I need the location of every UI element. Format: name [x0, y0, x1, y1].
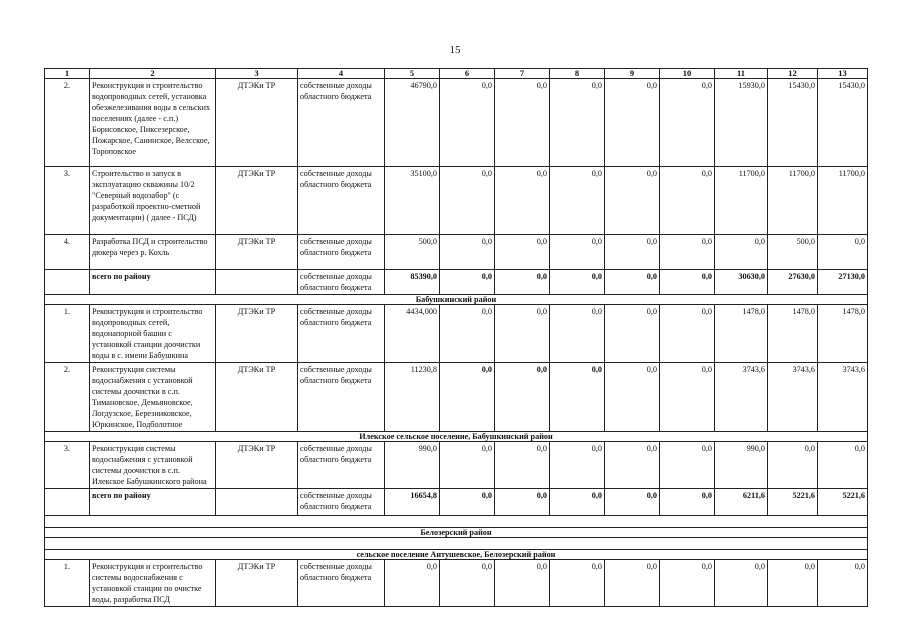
value-cell: 0,0	[605, 363, 660, 432]
measure-name: Строительство и запуск в эксплуатацию скважины 10/2 "Северный водозабор" (с разработкой проектно-сметной документации) ( далее - ПСД)	[90, 167, 216, 235]
value-cell: 500,0	[385, 235, 440, 270]
table-row	[45, 560, 868, 607]
funding-source: собственные доходы областного бюджета	[298, 79, 385, 167]
value-cell: 0,0	[550, 305, 605, 363]
value-cell: 11700,0	[715, 167, 768, 235]
row-number: 2.	[45, 79, 90, 167]
measure-name: Реконструкция системы водоснабжения с установкой системы доочистки в с.п. Тимановское, Демьяновское, Логдузское, Березниковское, Юркинское, Подболотное	[90, 363, 216, 432]
value-cell: 500,0	[768, 235, 818, 270]
value-cell: 11700,0	[768, 167, 818, 235]
value-cell: 0,0	[495, 79, 550, 167]
header-cell: 12	[768, 69, 818, 79]
value-cell: 0,0	[660, 270, 715, 295]
total-label: всего по району	[90, 489, 216, 516]
row-number	[45, 270, 90, 295]
value-cell: 0,0	[440, 235, 495, 270]
value-cell: 0,0	[605, 79, 660, 167]
value-cell: 15430,0	[768, 79, 818, 167]
measure-name: Реконструкция и строительство водопроводных сетей, установка обезжелезивания воды в сельских поселениях (далее - с.п.) Борисовское, Пиксезерское, Пожарское, Санинское, Велсское, Тороповское	[90, 79, 216, 167]
value-cell: 0,0	[550, 167, 605, 235]
value-cell: 0,0	[660, 235, 715, 270]
page-number: 15	[449, 44, 461, 56]
value-cell: 0,0	[440, 305, 495, 363]
value-cell: 0,0	[660, 489, 715, 516]
value-cell: 16654,8	[385, 489, 440, 516]
row-number: 1.	[45, 305, 90, 363]
value-cell: 11700,0	[818, 167, 868, 235]
value-cell: 30630,0	[715, 270, 768, 295]
table-row	[45, 363, 868, 432]
executor: ДТЭКи ТР	[216, 167, 298, 235]
value-cell: 0,0	[440, 270, 495, 295]
value-cell: 85390,0	[385, 270, 440, 295]
header-cell: 1	[45, 69, 90, 79]
executor	[216, 270, 298, 295]
value-cell: 1478,0	[715, 305, 768, 363]
total-row	[45, 489, 868, 516]
value-cell: 0,0	[768, 560, 818, 607]
value-cell: 0,0	[495, 442, 550, 489]
value-cell: 1478,0	[768, 305, 818, 363]
table-row	[45, 235, 868, 270]
budget-table	[44, 68, 868, 607]
value-cell: 0,0	[605, 270, 660, 295]
executor: ДТЭКи ТР	[216, 442, 298, 489]
header-cell: 2	[90, 69, 216, 79]
table-row	[45, 79, 868, 167]
section-row	[45, 516, 868, 528]
row-number: 1.	[45, 560, 90, 607]
value-cell: 0,0	[818, 560, 868, 607]
blank-separator	[45, 538, 868, 550]
header-cell: 5	[385, 69, 440, 79]
funding-source: собственные доходы областного бюджета	[298, 235, 385, 270]
value-cell: 0,0	[660, 560, 715, 607]
blank-separator	[45, 516, 868, 528]
executor: ДТЭКи ТР	[216, 560, 298, 607]
row-number: 3.	[45, 167, 90, 235]
measure-name: Реконструкция и строительство системы водоснабжения с установкой станции по очистке воды, разработка ПСД	[90, 560, 216, 607]
value-cell: 0,0	[495, 363, 550, 432]
funding-source: собственные доходы областного бюджета	[298, 560, 385, 607]
table-row	[45, 442, 868, 489]
value-cell: 0,0	[495, 235, 550, 270]
value-cell: 0,0	[495, 560, 550, 607]
value-cell: 5221,6	[768, 489, 818, 516]
section-row	[45, 432, 868, 442]
total-row	[45, 270, 868, 295]
value-cell: 0,0	[660, 305, 715, 363]
value-cell: 0,0	[768, 442, 818, 489]
value-cell: 0,0	[440, 489, 495, 516]
value-cell: 0,0	[818, 442, 868, 489]
executor: ДТЭКи ТР	[216, 79, 298, 167]
value-cell: 35100,0	[385, 167, 440, 235]
measure-name: Реконструкция системы водоснабжения с установкой системы доочистки в с.п. Илекское Бабушкинского района	[90, 442, 216, 489]
value-cell: 0,0	[605, 167, 660, 235]
total-label: всего по району	[90, 270, 216, 295]
row-number: 2.	[45, 363, 90, 432]
executor	[216, 489, 298, 516]
value-cell: 0,0	[495, 270, 550, 295]
value-cell: 5221,6	[818, 489, 868, 516]
value-cell: 0,0	[660, 442, 715, 489]
measure-name: Разработка ПСД и строительство дюкера через р. Кохль	[90, 235, 216, 270]
section-title: Бабушкинский район	[45, 295, 868, 305]
row-number: 3.	[45, 442, 90, 489]
value-cell: 15430,0	[818, 79, 868, 167]
header-cell: 7	[495, 69, 550, 79]
value-cell: 0,0	[605, 442, 660, 489]
value-cell: 0,0	[550, 489, 605, 516]
value-cell: 0,0	[605, 560, 660, 607]
value-cell: 4434,000	[385, 305, 440, 363]
value-cell: 0,0	[605, 305, 660, 363]
header-cell: 6	[440, 69, 495, 79]
value-cell: 0,0	[550, 363, 605, 432]
value-cell: 1478,0	[818, 305, 868, 363]
value-cell: 990,0	[715, 442, 768, 489]
value-cell: 0,0	[715, 560, 768, 607]
funding-source: собственные доходы областного бюджета	[298, 442, 385, 489]
header-cell: 10	[660, 69, 715, 79]
executor: ДТЭКи ТР	[216, 235, 298, 270]
funding-source: собственные доходы областного бюджета	[298, 305, 385, 363]
executor: ДТЭКи ТР	[216, 305, 298, 363]
funding-source: собственные доходы областного бюджета	[298, 270, 385, 295]
value-cell: 3743,6	[818, 363, 868, 432]
value-cell: 0,0	[660, 363, 715, 432]
value-cell: 0,0	[550, 79, 605, 167]
section-title: Илекское сельское поселение, Бабушкинский район	[45, 432, 868, 442]
row-number: 4.	[45, 235, 90, 270]
value-cell: 0,0	[550, 442, 605, 489]
section-title: Белозерский район	[45, 528, 868, 538]
value-cell: 0,0	[550, 560, 605, 607]
value-cell: 15930,0	[715, 79, 768, 167]
value-cell: 0,0	[660, 167, 715, 235]
value-cell: 0,0	[495, 489, 550, 516]
value-cell: 6211,6	[715, 489, 768, 516]
header-row	[45, 69, 868, 79]
value-cell: 0,0	[440, 167, 495, 235]
value-cell: 990,0	[385, 442, 440, 489]
header-cell: 8	[550, 69, 605, 79]
funding-source: собственные доходы областного бюджета	[298, 489, 385, 516]
value-cell: 0,0	[550, 235, 605, 270]
section-title: сельское поселение Антушевское, Белозерский район	[45, 550, 868, 560]
value-cell: 0,0	[605, 235, 660, 270]
table-row	[45, 167, 868, 235]
value-cell: 27630,0	[768, 270, 818, 295]
value-cell: 0,0	[605, 489, 660, 516]
header-cell: 3	[216, 69, 298, 79]
value-cell: 0,0	[495, 305, 550, 363]
funding-source: собственные доходы областного бюджета	[298, 363, 385, 432]
funding-source: собственные доходы областного бюджета	[298, 167, 385, 235]
value-cell: 0,0	[818, 235, 868, 270]
value-cell: 0,0	[440, 363, 495, 432]
value-cell: 0,0	[495, 167, 550, 235]
value-cell: 3743,6	[768, 363, 818, 432]
executor: ДТЭКи ТР	[216, 363, 298, 432]
value-cell: 0,0	[715, 235, 768, 270]
value-cell: 3743,6	[715, 363, 768, 432]
header-cell: 11	[715, 69, 768, 79]
value-cell: 0,0	[385, 560, 440, 607]
header-cell: 9	[605, 69, 660, 79]
value-cell: 0,0	[440, 560, 495, 607]
table-row	[45, 305, 868, 363]
header-cell: 4	[298, 69, 385, 79]
value-cell: 0,0	[550, 270, 605, 295]
value-cell: 0,0	[440, 79, 495, 167]
section-row	[45, 528, 868, 538]
section-row	[45, 550, 868, 560]
value-cell: 46790,0	[385, 79, 440, 167]
section-row	[45, 295, 868, 305]
value-cell: 27130,0	[818, 270, 868, 295]
row-number	[45, 489, 90, 516]
value-cell: 0,0	[660, 79, 715, 167]
value-cell: 0,0	[440, 442, 495, 489]
value-cell: 11230,8	[385, 363, 440, 432]
header-cell: 13	[818, 69, 868, 79]
measure-name: Реконструкция и строительство водопроводных сетей, водонапорной башни с установкой станции доочистки воды в с. имени Бабушкина	[90, 305, 216, 363]
section-row	[45, 538, 868, 550]
